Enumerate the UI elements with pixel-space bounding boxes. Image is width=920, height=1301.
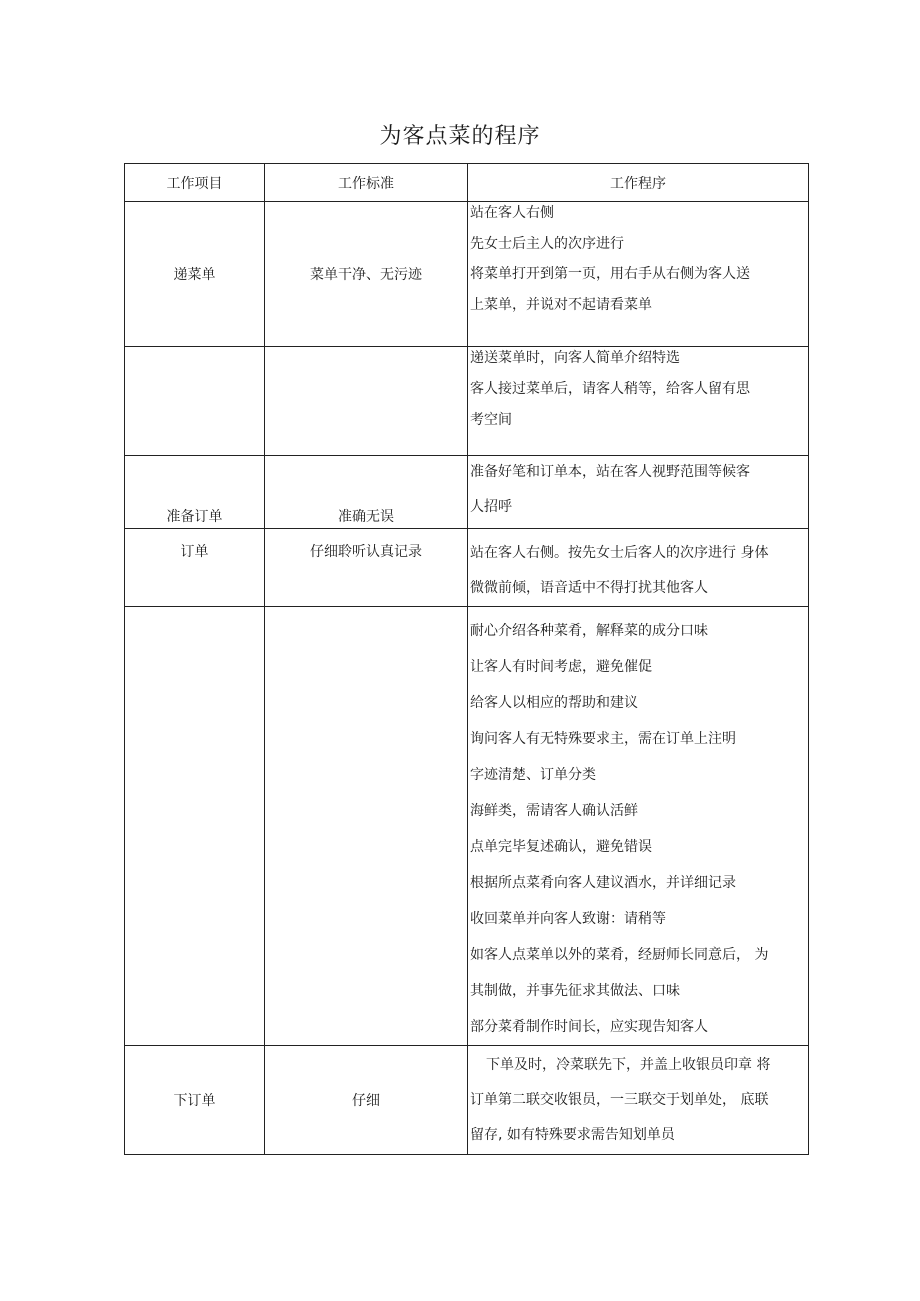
cell-procedure — [468, 347, 809, 456]
header-standard: 工作标准 — [265, 164, 468, 202]
procedure-line: 根据所点菜肴向客人建议酒水，并详细记录 — [470, 875, 736, 891]
header-item: 工作项目 — [125, 164, 265, 202]
cell-standard: 仔细聆听认真记录 — [265, 529, 468, 607]
procedure-line: 询问客人有无特殊要求主，需在订单上注明 — [470, 731, 736, 747]
procedure-line: 让客人有时间考虑，避免催促 — [470, 659, 652, 675]
cell-item — [125, 347, 265, 456]
procedure-line: 考空间 — [470, 412, 512, 428]
table-row — [125, 202, 809, 347]
procedure-line: 递送菜单时，向客人简单介绍特选 — [470, 350, 680, 366]
cell-standard — [265, 607, 468, 1046]
procedure-line: 点单完毕复述确认，避免错误 — [470, 839, 652, 855]
procedure-line: 如客人点菜单以外的菜肴，经厨师长同意后， 为 — [470, 947, 769, 963]
procedure-line: 其制做，并事先征求其做法、口味 — [470, 983, 680, 999]
procedure-line: 先女士后主人的次序进行 — [470, 235, 624, 252]
procedure-line: 字迹清楚、订单分类 — [470, 767, 596, 783]
procedure-line: 站在客人右侧 — [470, 205, 554, 221]
procedure-line: 站在客人右侧。按先女士后客人的次序进行 身体 — [470, 545, 769, 561]
procedure-line: 留存, 如有特殊要求需告知划单员 — [470, 1127, 675, 1143]
cell-procedure — [468, 529, 809, 607]
procedure-line: 订单第二联交收银员，一三联交于划单处， 底联 — [470, 1092, 769, 1108]
cell-procedure — [468, 456, 809, 529]
cell-standard — [265, 347, 468, 456]
procedure-table — [124, 163, 809, 1155]
procedure-line: 将菜单打开到第一页，用右手从右侧为客人送 — [470, 266, 750, 282]
procedure-line: 上菜单，并说对不起请看菜单 — [470, 296, 652, 313]
cell-item: 订单 — [125, 529, 265, 607]
cell-standard: 准确无误 — [265, 456, 468, 529]
cell-item: 准备订单 — [125, 456, 265, 529]
cell-procedure — [468, 1046, 809, 1155]
procedure-line: 客人接过菜单后，请客人稍等，给客人留有思 — [470, 381, 750, 397]
table-row — [125, 1046, 809, 1155]
procedure-line: 部分菜肴制作时间长，应实现告知客人 — [470, 1019, 708, 1035]
procedure-line: 给客人以相应的帮助和建议 — [470, 695, 638, 711]
cell-procedure — [468, 202, 809, 347]
cell-standard: 菜单干净、无污迹 — [265, 202, 468, 347]
procedure-line: 下单及时，冷菜联先下，并盖上收银员印章 将 — [486, 1057, 771, 1073]
table-row — [125, 347, 809, 456]
table-row — [125, 456, 809, 529]
procedure-line: 海鲜类，需请客人确认活鲜 — [470, 803, 638, 819]
cell-standard: 仔细 — [265, 1046, 468, 1155]
cell-item — [125, 607, 265, 1046]
procedure-line: 人招呼 — [470, 499, 512, 515]
procedure-line: 收回菜单并向客人致谢：请稍等 — [470, 911, 666, 927]
cell-item: 递菜单 — [125, 202, 265, 347]
table-row — [125, 607, 809, 1046]
document-title: 为客点菜的程序 — [379, 124, 541, 149]
procedure-line: 微微前倾，语音适中不得打扰其他客人 — [470, 580, 708, 596]
procedure-line: 准备好笔和订单本，站在客人视野范围等候客 — [470, 464, 750, 480]
cell-procedure — [468, 607, 809, 1046]
cell-item: 下订单 — [125, 1046, 265, 1155]
procedure-line: 耐心介绍各种菜肴，解释菜的成分口味 — [470, 623, 708, 639]
header-procedure: 工作程序 — [468, 164, 809, 202]
table-row — [125, 529, 809, 607]
